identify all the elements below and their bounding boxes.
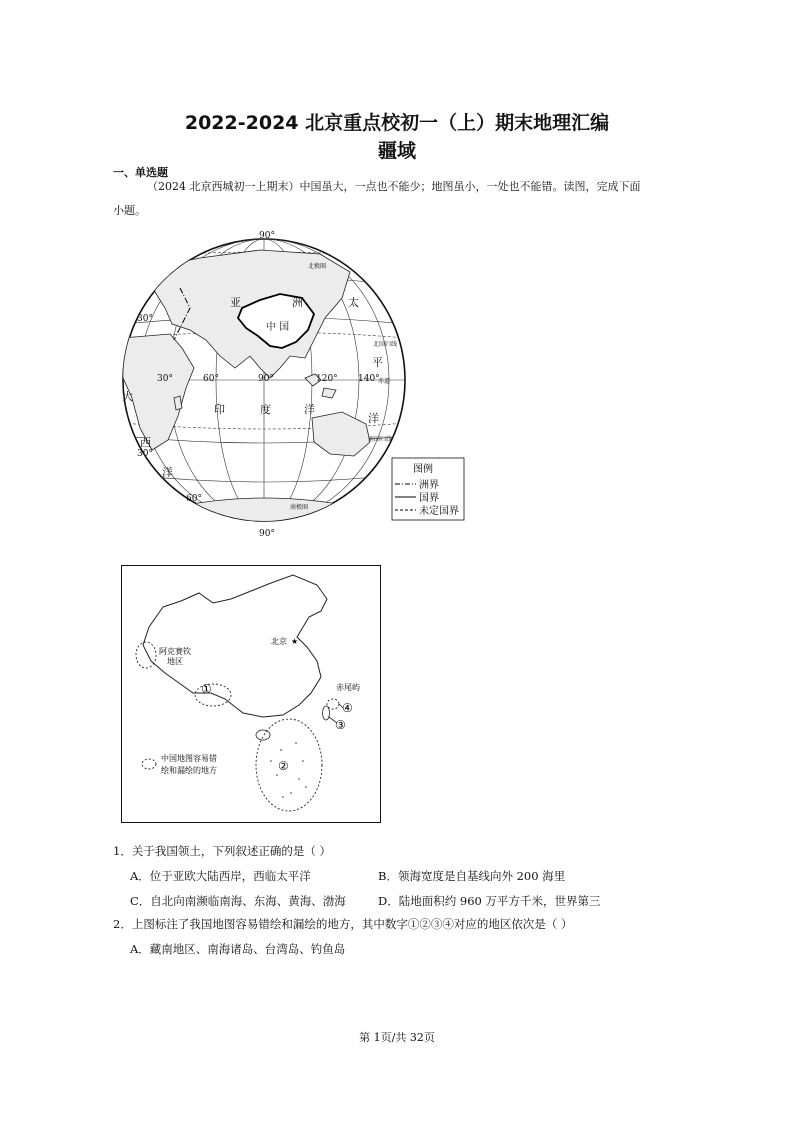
question-1-option-c: C．自北向南濒临南海、东海、黄海、渤海: [130, 894, 346, 908]
arctic-circle-label: 北极圈: [308, 263, 327, 270]
aksai-chin-label-2: 地区: [167, 657, 183, 666]
lon60-label: 60°: [203, 374, 219, 384]
globe-map: [110, 228, 470, 540]
indian-du-label: 度: [260, 403, 271, 416]
marker-3-label: ③: [335, 718, 346, 732]
lat30s-label: 30°: [137, 449, 153, 459]
equator-label: 赤道: [378, 378, 391, 385]
lon140-label: 140°: [358, 374, 380, 384]
intro-line-2: 小题。: [113, 204, 146, 217]
indian-yang-label: 洋: [304, 403, 315, 416]
tropic-capricorn-label: 南回归线: [368, 436, 393, 443]
legend-national-boundary: 国界: [419, 493, 439, 504]
legend-title: 图例: [413, 464, 433, 475]
indian-yin-label: 印: [214, 403, 225, 416]
pacific-yang-label: 洋: [368, 412, 379, 425]
pacific-tai-label: 太: [348, 296, 359, 309]
chiwei-yu-label: 赤尾屿: [336, 683, 360, 692]
pacific-ping-label: 平: [372, 356, 383, 369]
question-1-option-b: B．领海宽度是自基线向外 200 海里: [378, 869, 566, 883]
taiwan-island: [323, 706, 330, 720]
marker-2-label: ②: [278, 759, 289, 773]
lon90-label: 90°: [258, 374, 274, 384]
question-1-option-d: D．陆地面积约 960 万平方千米，世界第三: [378, 894, 601, 908]
intro-line-1: （2024 北京西城初一上期末）中国虽大，一点也不能少；地图虽小，一处也不能错。读图，完成下面: [147, 180, 641, 193]
lat60s-label: 60°: [186, 494, 202, 504]
antarctic-circle-label: 南极圈: [290, 504, 309, 511]
atlantic-yang-label: 洋: [162, 466, 173, 479]
atlantic-xi-label: 西: [140, 436, 151, 449]
question-2-option-a: A．藏南地区、南海诸岛、台湾岛、钓鱼岛: [130, 942, 346, 956]
legend-undetermined-boundary: 未定国界: [419, 506, 459, 517]
lon30-label: 30°: [157, 374, 173, 384]
atlantic-da-label: 大: [122, 390, 133, 403]
asia-zhou-label: 洲: [292, 296, 303, 309]
page-subtitle: 疆域: [377, 140, 416, 162]
tropic-cancer-label: 北回归线: [373, 341, 398, 348]
china-map: [121, 565, 381, 823]
asia-ya-label: 亚: [230, 296, 241, 309]
hainan-island: [256, 730, 270, 740]
lat-top-label: 90°: [259, 231, 275, 241]
aksai-chin-label-1: 阿克赛钦: [159, 647, 191, 656]
legend-continent-boundary: 洲界: [419, 480, 439, 491]
page-footer: 第 1页/共 32页: [359, 1031, 435, 1044]
section-heading: 一、单选题: [113, 166, 168, 179]
beijing-star-icon: ★: [291, 637, 299, 646]
china-label: 中 国: [266, 322, 290, 333]
page-title: 2022-2024 北京重点校初一（上）期末地理汇编: [184, 112, 610, 134]
china-map-legend-line-2: 绘和漏绘的地方: [161, 766, 217, 775]
china-map-legend-line-1: 中国地图容易错: [161, 754, 217, 763]
lat30n-label: 30°: [137, 314, 153, 324]
lon120-label: 120°: [316, 374, 338, 384]
beijing-label: 北京: [271, 637, 287, 646]
lat-bottom-label: 90°: [259, 529, 275, 539]
question-1-option-a: A．位于亚欧大陆西岸，西临太平洋: [130, 869, 311, 883]
marker-4-label: ④: [342, 701, 353, 715]
question-1-stem: 1．关于我国领土，下列叙述正确的是（ ）: [113, 844, 331, 858]
globe-legend: [392, 458, 464, 520]
marker-1-label: ①: [201, 682, 212, 696]
question-2-stem: 2．上图标注了我国地图容易错绘和漏绘的地方，其中数字①②③④对应的地区依次是（ ）: [113, 917, 573, 931]
